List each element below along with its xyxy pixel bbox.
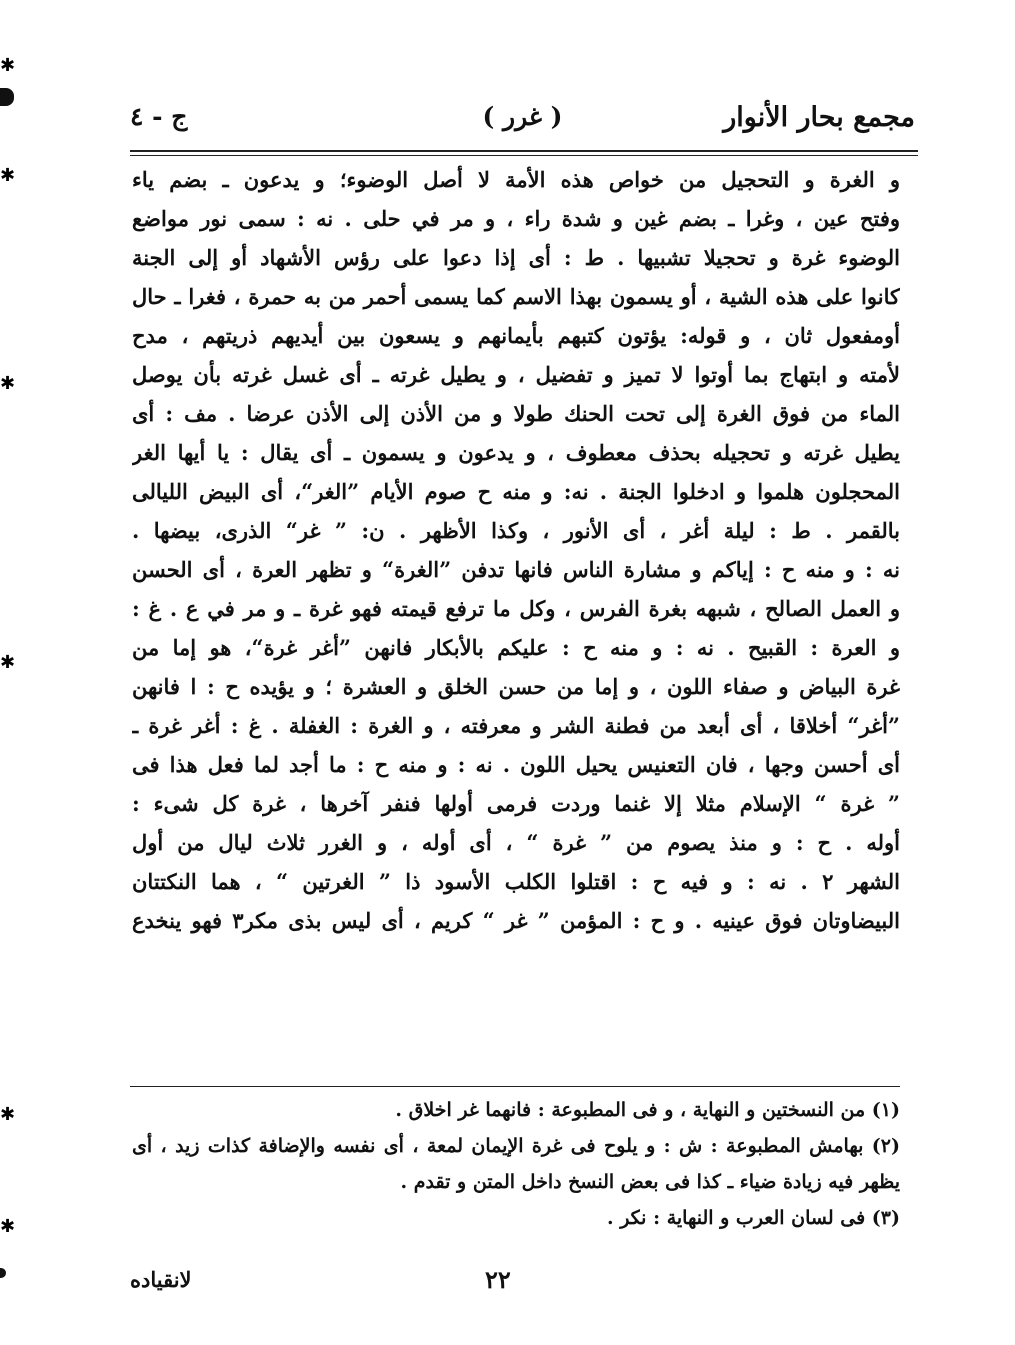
text-line: الشهر ٢ . نه : و فيه ح : اقتلوا الكلب الأسود ذا ” الغرتين “ ، هما النكتتان <box>132 869 900 894</box>
margin-star-mark: ✱ <box>0 1216 16 1237</box>
margin-star-mark: ✱ <box>0 165 16 186</box>
margin-star-mark: ✱ <box>0 373 16 394</box>
text-line: أوله . ح : و منذ يصوم من ” غرة “ ، أى أوله ، و الغرر ثلاث ليال من أول <box>132 830 900 855</box>
text-line: بالقمر . ط : ليلة أغر ، أى الأنور ، وكذا الأظهر . ن: ” غر“ الذرى، بيضها . <box>132 518 900 543</box>
text-line: ”أغر“ أخلاقا ، أى أبعد من فطنة الشر و معرفته ، و الغرة : الغفلة . غ : أغر غرة ـ <box>132 713 900 738</box>
footnote-continuation: يظهر فيه زيادة ضياء ـ كذا فى بعض النسخ داخل المتن و تقدم . <box>400 1171 900 1193</box>
text-line: و الغرة و التحجيل من خواص هذه الأمة لا أصل الوضوء؛ و يدعون ـ بضم ياء <box>132 167 900 192</box>
text-line: وفتح عين ، وغرا ـ بضم غين و شدة راء ، و مر في حلى . نه : سمى نور مواضع <box>132 206 900 231</box>
margin-ink-blot <box>0 88 14 106</box>
page-header <box>130 98 915 142</box>
page-number: ٢٢ <box>485 1265 511 1294</box>
text-line: كانوا على هذه الشية ، أو يسمون بهذا الاسم كما يسمى أحمر من به حمرة ، فغرا ـ حال <box>132 284 900 309</box>
text-line: يطيل غرته و تحجيله بحذف معطوف ، و يدعون و يسمون ـ أى يقال : يا أيها الغر <box>132 440 900 465</box>
margin-star-mark: ✱ <box>0 1104 16 1125</box>
text-line: أومفعول ثان ، و قوله: يؤتون كتبهم بأيمانهم و يسعون بين أيديهم ذريتهم ، مدح <box>132 323 900 348</box>
margin-star-mark: ✱ <box>0 55 16 76</box>
entry-heading: ( غرر ) <box>482 102 563 131</box>
text-line: الماء من فوق الغرة إلى تحت الحنك طولا و من الأذن إلى الأذن عرضا . مف : أى <box>132 401 900 426</box>
volume-label: ج - ٤ <box>130 102 188 131</box>
footnote: (٢) بهامش المطبوعة : ش : و يلوح فى غرة الإيمان لمعة ، أى نفسه والإضافة كذات زيد ، أى <box>132 1135 900 1157</box>
footnote: (١) من النسختين و النهاية ، و فى المطبوعة : فانهما غر اخلاق . <box>395 1099 900 1121</box>
text-line: أى أحسن وجها ، فان التعنيس يحيل اللون . نه : و منه ح : ما أجد لما فعل هذا فى <box>132 752 900 777</box>
margin-ink-blot <box>0 1268 6 1278</box>
text-line: ” غرة “ الإسلام مثلا إلا غنما وردت فرمى أولها فنفر آخرها ، غرة كل شىء : <box>132 791 900 816</box>
footnote: (٣) فى لسان العرب و النهاية : نكر . <box>606 1207 900 1229</box>
header-rule <box>130 150 918 156</box>
text-line: البيضاوتان فوق عينيه . و ح : المؤمن ” غر “ كريم ، أى ليس بذى مكر٣ فهو ينخدع <box>132 908 900 933</box>
catchword: لانقياده <box>130 1267 192 1292</box>
text-line: الوضوء غرة و تحجيلا تشبيها . ط : أى إذا دعوا على رؤس الأشهاد أو إلى الجنة <box>132 245 900 270</box>
book-title: مجمع بحار الأنوار <box>723 102 915 133</box>
main-text <box>132 160 900 940</box>
text-line: و العرة : القبيح . نه : و منه ح : عليكم بالأبكار فانهن ”أغر غرة“، هو إما من <box>132 635 900 660</box>
footnotes <box>132 1092 900 1236</box>
footnote-rule <box>130 1086 900 1087</box>
text-line: لأمته و ابتهاج بما أوتوا لا تميز و تفضيل ، و يطيل غرته ـ أى غسل غرته بأن يوصل <box>132 362 900 387</box>
text-line: المحجلون هلموا و ادخلوا الجنة . نه: و منه ح صوم الأيام ”الغر“، أى البيض الليالى <box>132 479 900 504</box>
text-line: غرة البياض و صفاء اللون ، و إما من حسن الخلق و العشرة ؛ و يؤيده ح : ا فانهن <box>132 674 900 699</box>
text-line: و العمل الصالح ، شبهه بغرة الفرس ، وكل ما ترفع قيمته فهو غرة ـ و مر في ع . غ : <box>132 596 900 621</box>
text-line: نه : و منه ح : إياكم و مشارة الناس فانها تدفن ”الغرة“ و تظهر العرة ، أى الحسن <box>132 557 900 582</box>
margin-star-mark: ✱ <box>0 652 16 673</box>
